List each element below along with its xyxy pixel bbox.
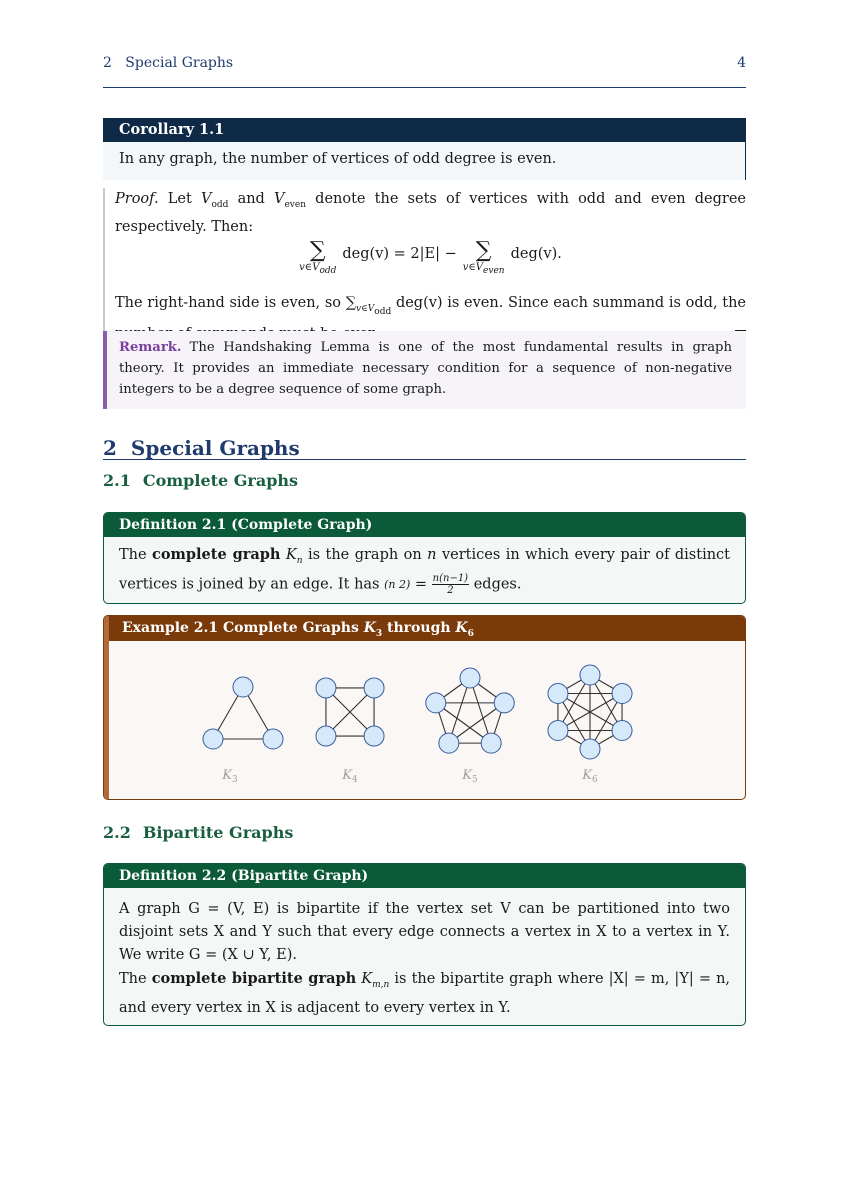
remark-label: Remark. xyxy=(119,340,182,355)
corollary-box xyxy=(103,118,746,180)
example-complete-graphs xyxy=(103,615,746,800)
definition-paragraph-2: The complete bipartite graph $K_{m,n}$ is the bipartite graph where |X| = m, |Y| = n, and every vertex in X is adjacent to every vertex in Y. xyxy=(119,970,731,1016)
corollary-statement: In any graph, the number of vertices of odd degree is even. xyxy=(103,142,746,180)
definition-body xyxy=(104,888,745,1020)
vertex xyxy=(364,726,384,746)
vertex xyxy=(494,693,514,713)
example-title: Example 2.1 Complete Graphs $K_3$ through $K_6$ xyxy=(104,616,745,641)
graph-k6 xyxy=(548,665,632,759)
page-number: 4 xyxy=(737,55,746,71)
corollary-title: Corollary 1.1 xyxy=(103,118,746,142)
running-header xyxy=(103,55,746,75)
subsection-title-complete: 2.1 Complete Graphs xyxy=(103,471,299,490)
display-equation: ∑ $v\in V_{odd}$ deg(v) = 2|E| − ∑ $v\in V_{even}$ deg(v). xyxy=(299,237,562,276)
header-rule xyxy=(103,87,746,88)
vertex xyxy=(364,678,384,698)
graph-label-k6: $K_6$ xyxy=(582,768,598,785)
vertex xyxy=(426,693,446,713)
definition-title: Definition 2.2 (Bipartite Graph) xyxy=(104,864,745,888)
vertex xyxy=(203,729,223,749)
vertex xyxy=(263,729,283,749)
remark-box xyxy=(103,331,746,409)
vertex xyxy=(439,733,459,753)
complete-graphs-figure xyxy=(104,616,746,800)
vertex xyxy=(481,733,501,753)
vertex xyxy=(612,721,632,741)
binomial: (n 2) xyxy=(384,577,411,591)
vertex xyxy=(316,678,336,698)
proof-paragraph-2: The right-hand side is even, so $\sum_{v\in V_{odd}}$ deg(v) is even. Since each summand is odd, the xyxy=(115,294,746,317)
proof-lead: Proof. xyxy=(115,191,159,207)
vertex xyxy=(316,726,336,746)
sum-even: ∑ $v\in V_{even}$ xyxy=(462,237,505,276)
running-header-section: 2 Special Graphs xyxy=(103,55,234,71)
graph-label-k3: $K_3$ xyxy=(222,768,238,785)
definition-bipartite-graph xyxy=(103,863,746,1026)
remark-text: The Handshaking Lemma is one of the most fundamental results in graph theory. It provides an immediate necessary condition for a sequence of non-negative integers to be a degree sequence of some graph. xyxy=(119,340,732,397)
subsection-title-bipartite: 2.2 Bipartite Graphs xyxy=(103,823,294,842)
vertex xyxy=(580,739,600,759)
vertex xyxy=(460,668,480,688)
proof-paragraph-1: Proof. Let $V_{odd}$ and $V_{even}$ denote the sets of vertices with odd and even degree respectively. Then: xyxy=(115,191,747,235)
definition-complete-graph xyxy=(103,512,746,604)
vertex xyxy=(612,684,632,704)
graph-label-k5: $K_5$ xyxy=(462,768,478,785)
definition-title: Definition 2.1 (Complete Graph) xyxy=(104,513,745,537)
definition-body: The complete graph $K_n$ is the graph on n vertices in which every pair of distinct vertices is joined by an edge. It has (n 2) = $\frac{n(n-1)}{2}$ edges. xyxy=(119,546,730,596)
graph-k4 xyxy=(316,678,384,746)
graph-k5 xyxy=(426,668,514,753)
fraction: $\frac{n(n-1)}{2}$ xyxy=(432,572,469,596)
section-title: 2 Special Graphs xyxy=(103,435,746,460)
graph-label-k4: $K_4$ xyxy=(342,768,358,785)
vertex xyxy=(580,665,600,685)
sum-odd: ∑ $v\in V_{odd}$ xyxy=(299,237,337,276)
vertex xyxy=(233,677,253,697)
vertex xyxy=(548,721,568,741)
vertex xyxy=(548,684,568,704)
graph-k3 xyxy=(203,677,283,749)
definition-paragraph-1: A graph G = (V, E) is bipartite if the vertex set V can be partitioned into two disjoint sets X and Y such that every edge connects a vertex in X to a vertex in Y. We write G = (X ∪ Y, E). xyxy=(119,901,730,963)
proof-block xyxy=(103,188,746,345)
